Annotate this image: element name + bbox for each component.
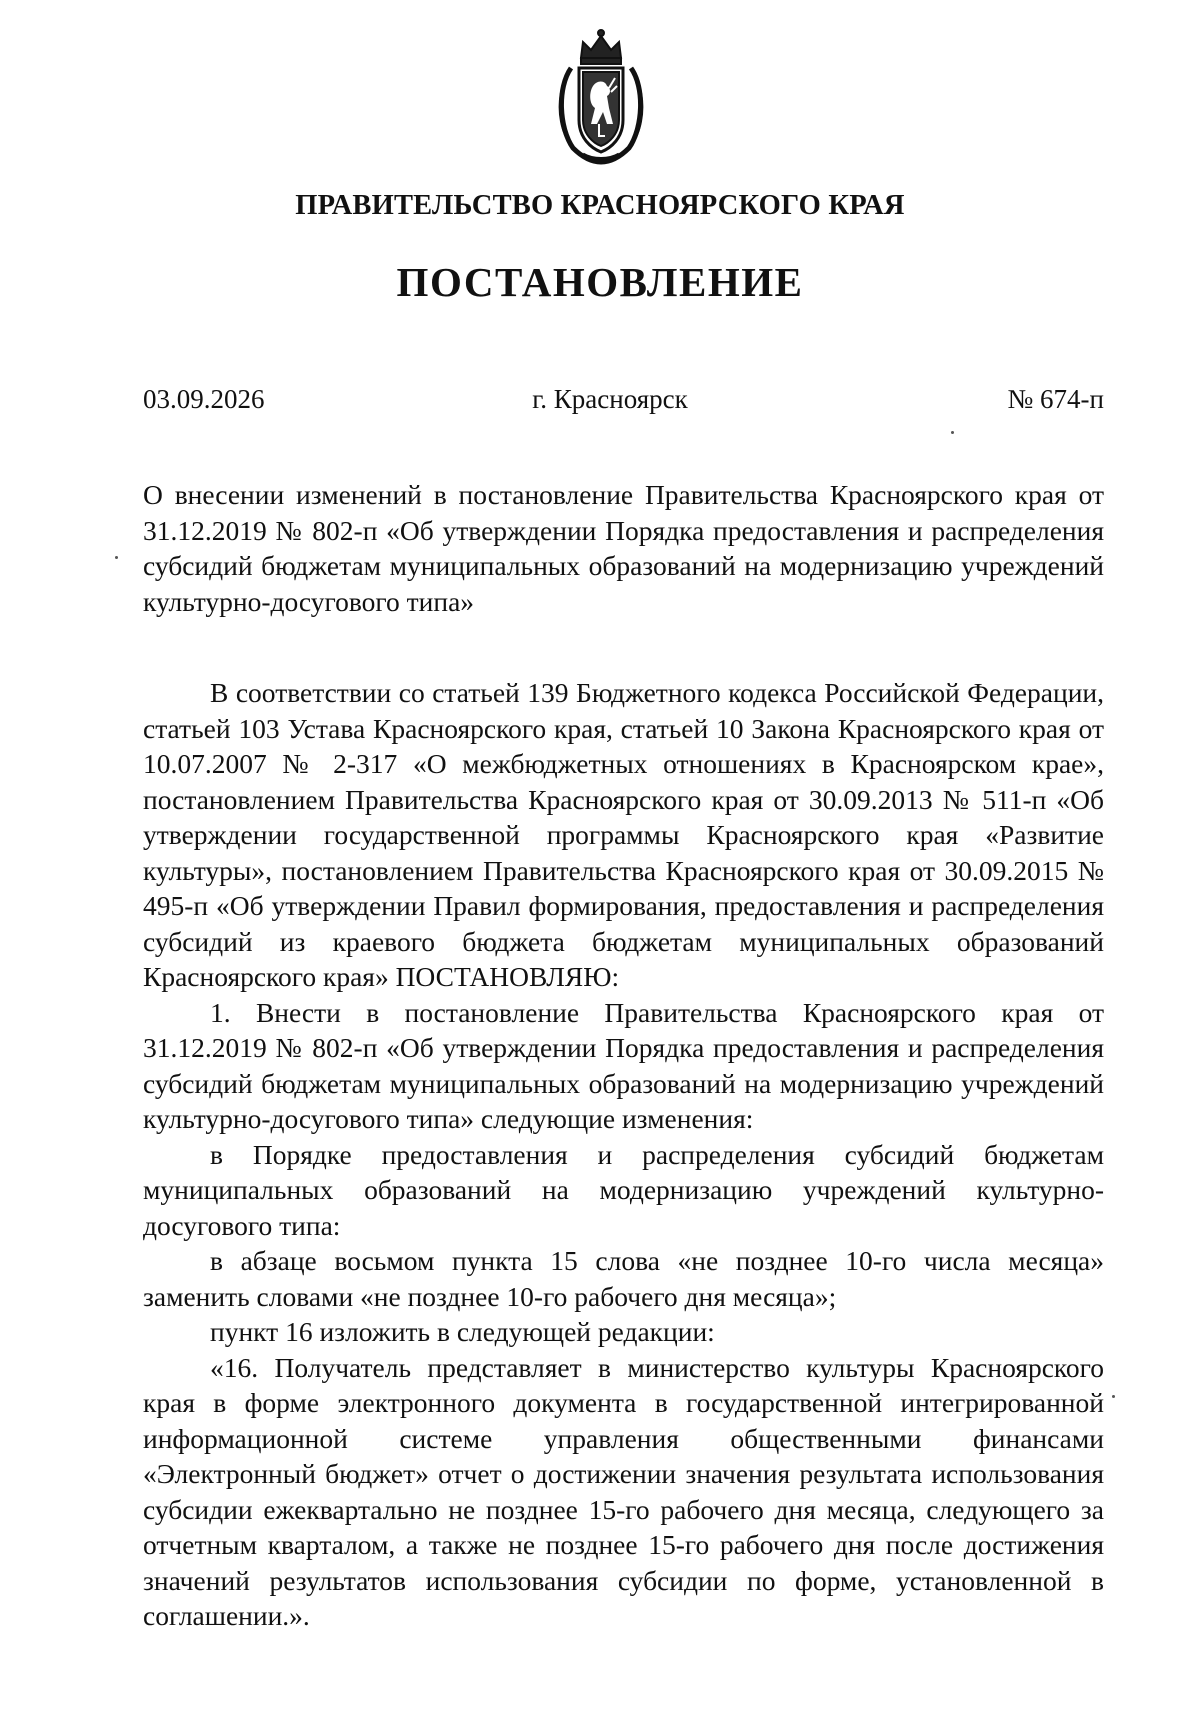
- body-paragraph: в абзаце восьмом пункта 15 слова «не позднее 10-го числа месяца» заменить словами «не позднее 10-го рабочего дня месяца»;: [143, 1245, 1104, 1312]
- document-date: 03.09.2026: [143, 384, 265, 414]
- document-title: О внесении изменений в постановление Правительства Красноярского края от 31.12.2019 № 802-п «Об утверждении Порядка предоставления и распределения субсидий бюджетам муниципальных образований на модернизацию учреждений культурно-досугового типа»: [143, 479, 1104, 617]
- document-city: г. Красноярск: [532, 384, 688, 414]
- body-paragraph: пункт 16 изложить в следующей редакции:: [210, 1316, 715, 1347]
- body-paragraph: «16. Получатель представляет в министерство культуры Красноярского края в форме электронного документа в государственной интегрированной информационной системе управления общественными финансами «Электронный бюджет» отчет о достижении значения результата использования субсидии ежеквартально не позднее 15-го рабочего дня месяца, следующего за отчетным кварталом, а также не позднее 15-го рабочего дня после достижения значений результатов использования субсидии по форме, установленной в соглашении.».: [143, 1351, 1104, 1631]
- scan-speck: [951, 431, 954, 434]
- document-number: № 674-п: [1007, 384, 1104, 414]
- coat-of-arms-icon: [553, 28, 649, 166]
- document-body: [143, 675, 1104, 1634]
- body-paragraph: В соответствии со статьей 139 Бюджетного кодекса Российской Федерации, статьей 103 Устава Красноярского края, статьей 10 Закона Красноярского края от 10.07.2007 № 2-317 «О межбюджетных отношениях в Красноярском крае», постановлением Правительства Красноярского края от 30.09.2013 № 511-п «Об утверждении государственной программы Красноярского края «Развитие культуры», постановлением Правительства Красноярского края от 30.09.2015 № 495-п «Об утверждении Правил формирования, предоставления и распределения субсидий из краевого бюджета бюджетам муниципальных образований Красноярского края» ПОСТАНОВЛЯЮ:: [143, 677, 1104, 992]
- scan-speck: [1112, 1395, 1115, 1398]
- body-paragraph: в Порядке предоставления и распределения субсидий бюджетам муниципальных образований на модернизацию учреждений культурно-досугового типа:: [143, 1138, 1104, 1241]
- document-type: ПОСТАНОВЛЕНИЕ: [396, 259, 804, 305]
- scan-speck: [115, 556, 118, 559]
- body-paragraph: 1. Внести в постановление Правительства Красноярского края от 31.12.2019 № 802-п «Об утверждении Порядка предоставления и распределения субсидий бюджетам муниципальных образований на модернизацию учреждений культурно-досугового типа» следующие изменения:: [143, 996, 1104, 1134]
- organization-name: ПРАВИТЕЛЬСТВО КРАСНОЯРСКОГО КРАЯ: [295, 190, 905, 221]
